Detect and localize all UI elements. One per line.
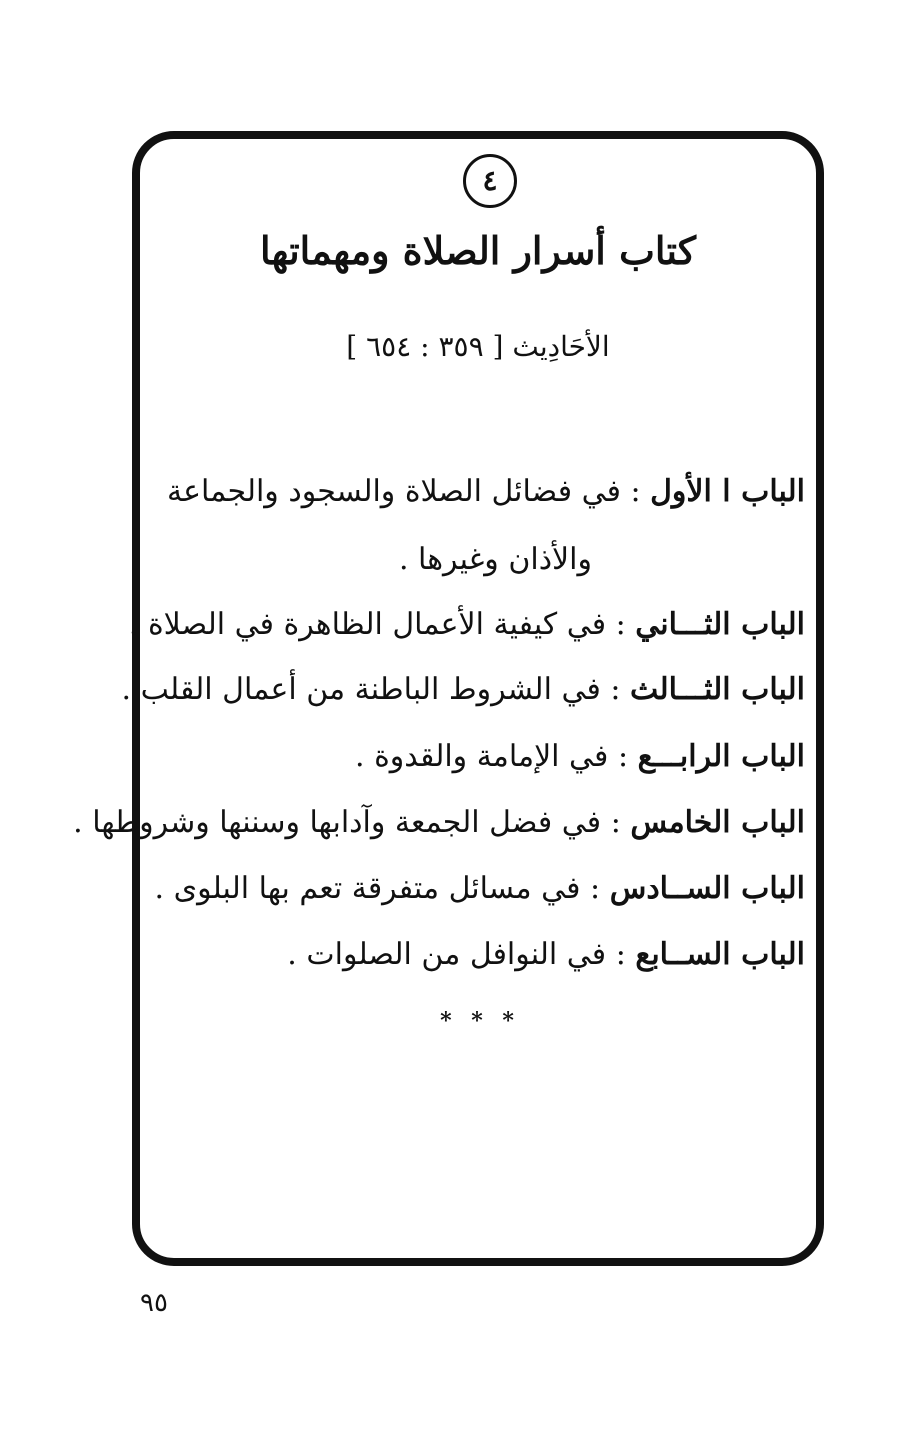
chapter-label: الباب الثـــالث	[630, 672, 805, 707]
chapter-text: في مسائل متفرقة تعم بها البلوى .	[154, 871, 581, 906]
chapter-1-continuation: والأذان وغيرها .	[398, 542, 592, 577]
chapter-label: الباب الســابع	[635, 937, 805, 972]
book-number-badge	[463, 154, 517, 208]
hadith-range: الأحَادِيث [ ٣٥٩ : ٦٥٤ ]	[346, 330, 610, 363]
section-separator: * * *	[440, 1008, 520, 1034]
book-title: كتاب أسرار الصلاة ومهماتها	[260, 228, 696, 273]
book-number: ٤	[482, 164, 498, 197]
chapter-separator: :	[610, 672, 630, 707]
chapter-text: في كيفية الأعمال الظاهرة في الصلاة .	[128, 607, 607, 642]
chapter-label: الباب ا الأول	[650, 474, 805, 509]
chapter-label: الباب الخامس	[630, 805, 805, 840]
chapter-label: الباب الثـــاني	[635, 607, 805, 642]
page-number: ٩٥	[140, 1288, 168, 1318]
chapter-5	[73, 803, 805, 843]
chapter-separator: :	[615, 607, 636, 642]
chapter-separator: :	[610, 805, 631, 840]
chapter-label: الباب الســادس	[609, 871, 805, 906]
chapter-separator: :	[615, 937, 636, 972]
chapter-4	[355, 737, 805, 777]
chapter-separator: :	[590, 871, 610, 906]
chapter-separator: :	[630, 474, 651, 509]
chapter-text: في فضل الجمعة وآدابها وسننها وشروطها .	[73, 805, 602, 840]
chapter-7	[287, 935, 805, 975]
chapter-text: في الشروط الباطنة من أعمال القلب .	[121, 672, 601, 707]
chapter-text: في النوافل من الصلوات .	[287, 937, 607, 972]
chapter-separator: :	[617, 739, 638, 774]
chapter-1	[167, 472, 805, 512]
chapter-text: في الإمامة والقدوة .	[355, 739, 609, 774]
chapter-label: الباب الرابـــع	[637, 739, 805, 774]
chapter-3	[122, 670, 805, 710]
chapter-text: في فضائل الصلاة والسجود والجماعة	[167, 474, 621, 509]
chapter-6	[155, 869, 805, 909]
chapter-2	[129, 605, 805, 645]
